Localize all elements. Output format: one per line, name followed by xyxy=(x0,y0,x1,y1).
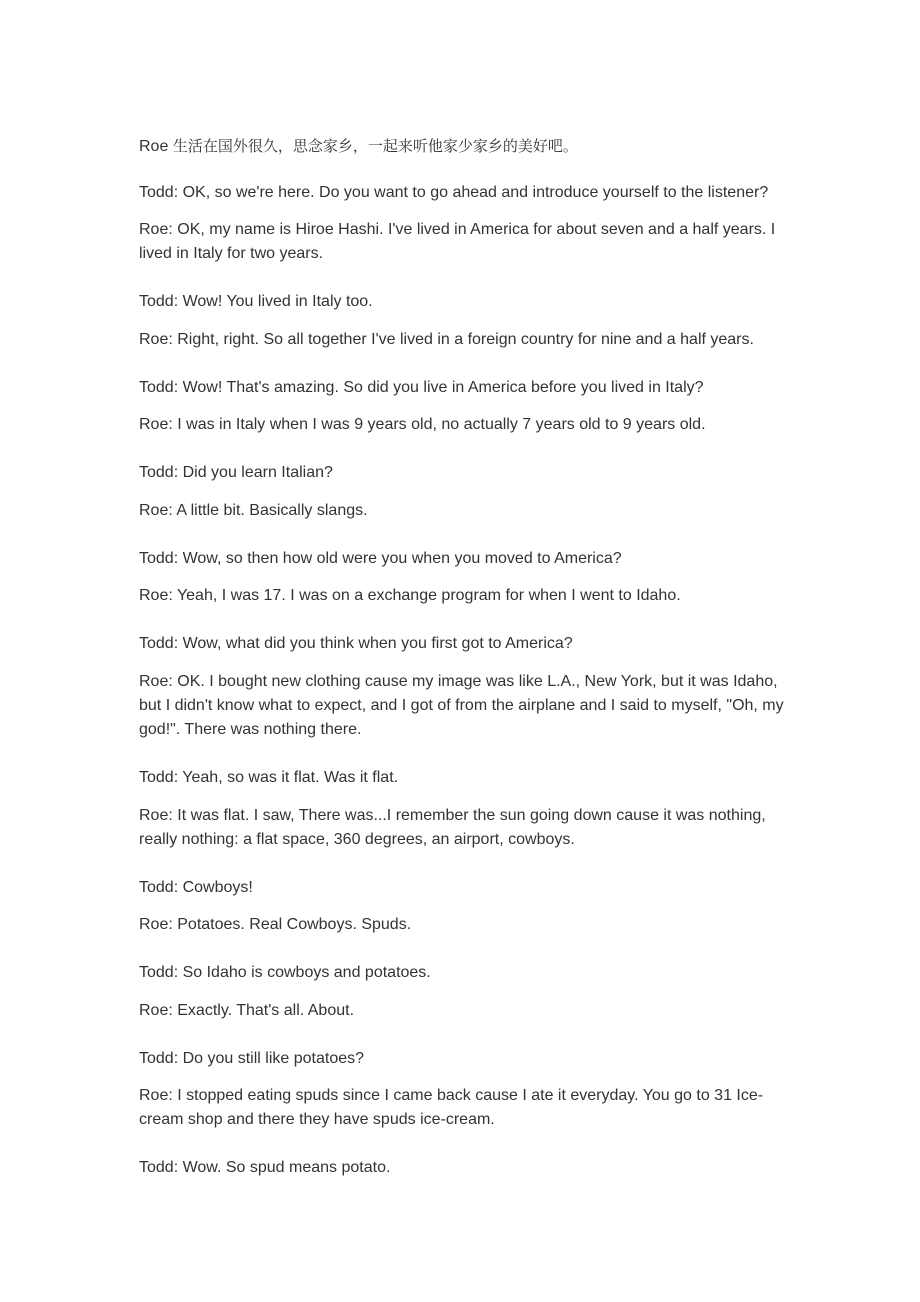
dialogue-line: Todd: Wow. So spud means potato. xyxy=(139,1159,391,1176)
dialogue-line: Todd: Do you still like potatoes? xyxy=(139,1050,365,1067)
dialogue-line: Todd: Wow! You lived in Italy too. xyxy=(139,293,373,310)
dialogue-line: Roe: Right, right. So all together I've lived in a foreign country for nine and a half years. xyxy=(139,331,754,348)
dialogue-line: Todd: Wow, so then how old were you when you moved to America? xyxy=(139,550,622,567)
dialogue-line: Roe: I was in Italy when I was 9 years old, no actually 7 years old to 9 years old. xyxy=(139,416,706,433)
dialogue-line: Roe: Exactly. That's all. About. xyxy=(139,1002,355,1019)
intro-lead: Roe xyxy=(139,138,169,155)
dialogue-line: Roe: OK, my name is Hiroe Hashi. I've lived in America for about seven and a half years. I lived in Italy for two years. xyxy=(139,221,776,262)
dialogue-line: Roe: OK. I bought new clothing cause my image was like L.A., New York, but it was Idaho, but I didn't know what to expect, and I got of from the airplane and I said to myself, "Oh, my god!". There was nothing there. xyxy=(139,673,784,738)
dialogue-line: Roe: Potatoes. Real Cowboys. Spuds. xyxy=(139,916,412,933)
dialogue-line: Roe: It was flat. I saw, There was...I remember the sun going down cause it was nothing, really nothing: a flat space, 360 degrees, an airport, cowboys. xyxy=(139,807,766,848)
intro-text: 生活在国外很久，思念家乡，一起来听他家少家乡的美好吧。 xyxy=(172,137,578,155)
dialogue-line: Roe: Yeah, I was 17. I was on a exchange program for when I went to Idaho. xyxy=(139,587,681,604)
dialogue-line: Todd: Did you learn Italian? xyxy=(139,464,333,481)
intro-paragraph xyxy=(139,134,789,159)
dialogue-line: Todd: Cowboys! xyxy=(139,879,253,896)
dialogue-line: Todd: Wow! That's amazing. So did you live in America before you lived in Italy? xyxy=(139,379,704,396)
dialogue-line: Roe: A little bit. Basically slangs. xyxy=(139,502,368,519)
dialogue-line: Roe: I stopped eating spuds since I came back cause I ate it everyday. You go to 31 Ice-cream shop and there they have spuds ice-cream. xyxy=(139,1087,764,1128)
dialogue-line: Todd: Yeah, so was it flat. Was it flat. xyxy=(139,769,399,786)
dialogue-line: Todd: OK, so we're here. Do you want to go ahead and introduce yourself to the listener? xyxy=(139,184,769,201)
dialogue-line: Todd: So Idaho is cowboys and potatoes. xyxy=(139,964,431,981)
dialogue-line: Todd: Wow, what did you think when you first got to America? xyxy=(139,635,573,652)
